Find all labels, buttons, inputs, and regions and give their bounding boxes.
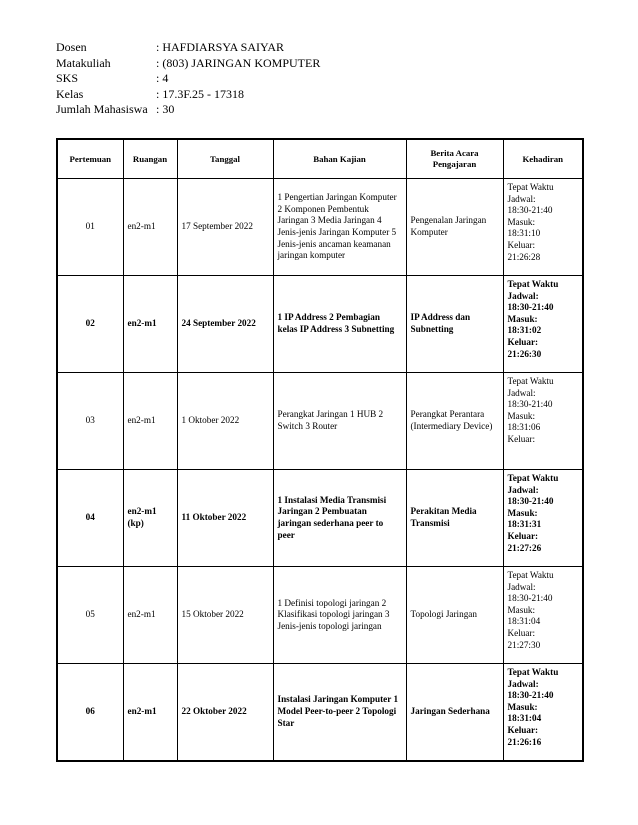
cell-ruangan: en2-m1 — [123, 179, 177, 276]
cell-kehadiran: Tepat Waktu Jadwal: 18:30-21:40 Masuk: 18:31:04 Keluar: 21:27:30 — [503, 567, 583, 664]
cell-kehadiran: Tepat Waktu Jadwal: 18:30-21:40 Masuk: 18:31:10 Keluar: 21:26:28 — [503, 179, 583, 276]
attendance-table — [56, 138, 584, 762]
cell-berita-acara: Perakitan Media Transmisi — [406, 470, 503, 567]
cell-ruangan: en2-m1 — [123, 276, 177, 373]
cell-bahan-kajian: 1 Definisi topologi jaringan 2 Klasifikasi topologi jaringan 3 Jenis-jenis topologi jaringan — [273, 567, 406, 664]
cell-bahan-kajian: 1 Instalasi Media Transmisi Jaringan 2 Pembuatan jaringan sederhana peer to peer — [273, 470, 406, 567]
cell-pertemuan: 05 — [57, 567, 123, 664]
cell-tanggal: 22 Oktober 2022 — [177, 664, 273, 761]
dosen-label: Dosen — [56, 40, 87, 54]
info-row-sks — [56, 71, 320, 87]
cell-pertemuan: 01 — [57, 179, 123, 276]
cell-tanggal: 17 September 2022 — [177, 179, 273, 276]
table-row — [57, 567, 583, 664]
cell-bahan-kajian: 1 Pengertian Jaringan Komputer 2 Komponen Pembentuk Jaringan 3 Media Jaringan 4 Jenis-jenis Jaringan Komputer 5 Jenis-jenis ancaman keamanan jaringan komputer — [273, 179, 406, 276]
matakuliah-value: : (803) JARINGAN KOMPUTER — [156, 55, 321, 70]
table-row — [57, 373, 583, 470]
cell-tanggal: 1 Oktober 2022 — [177, 373, 273, 470]
header-kehadiran: Kehadiran — [503, 139, 583, 179]
table-header-row — [57, 139, 583, 179]
header-berita-acara: Berita Acara Pengajaran — [406, 139, 503, 179]
cell-tanggal: 11 Oktober 2022 — [177, 470, 273, 567]
cell-berita-acara: Topologi Jaringan — [406, 567, 503, 664]
cell-pertemuan: 02 — [57, 276, 123, 373]
header-bahan-kajian: Bahan Kajian — [273, 139, 406, 179]
cell-bahan-kajian: Instalasi Jaringan Komputer 1 Model Peer-to-peer 2 Topologi Star — [273, 664, 406, 761]
table-row — [57, 664, 583, 761]
jumlah-label: Jumlah Mahasiswa — [56, 102, 148, 116]
kelas-value: : 17.3F.25 - 17318 — [156, 86, 245, 101]
jumlah-value: : 30 — [156, 102, 175, 116]
info-row-dosen — [56, 40, 320, 56]
info-row-kelas — [56, 87, 320, 103]
cell-pertemuan: 04 — [57, 470, 123, 567]
cell-bahan-kajian: Perangkat Jaringan 1 HUB 2 Switch 3 Router — [273, 373, 406, 470]
header-pertemuan: Pertemuan — [57, 139, 123, 179]
table-row — [57, 470, 583, 567]
matakuliah-label: Matakuliah — [56, 55, 111, 70]
cell-tanggal: 15 Oktober 2022 — [177, 567, 273, 664]
cell-ruangan: en2-m1 — [123, 664, 177, 761]
cell-berita-acara: Jaringan Sederhana — [406, 664, 503, 761]
sks-value: : 4 — [156, 71, 169, 85]
header-ruangan: Ruangan — [123, 139, 177, 179]
cell-kehadiran: Tepat Waktu Jadwal: 18:30-21:40 Masuk: 18:31:04 Keluar: 21:26:16 — [503, 664, 583, 761]
cell-ruangan: en2-m1 — [123, 567, 177, 664]
table-row — [57, 179, 583, 276]
cell-pertemuan: 06 — [57, 664, 123, 761]
cell-berita-acara: Perangkat Perantara (Intermediary Device) — [406, 373, 503, 470]
table-row — [57, 276, 583, 373]
info-row-matakuliah — [56, 56, 320, 72]
dosen-value: : HAFDIARSYA SAIYAR — [156, 40, 285, 54]
cell-tanggal: 24 September 2022 — [177, 276, 273, 373]
cell-pertemuan: 03 — [57, 373, 123, 470]
cell-kehadiran: Tepat Waktu Jadwal: 18:30-21:40 Masuk: 18:31:06 Keluar: — [503, 373, 583, 470]
cell-kehadiran: Tepat Waktu Jadwal: 18:30-21:40 Masuk: 18:31:31 Keluar: 21:27:26 — [503, 470, 583, 567]
course-info — [56, 40, 320, 118]
cell-kehadiran: Tepat Waktu Jadwal: 18:30-21:40 Masuk: 18:31:02 Keluar: 21:26:30 — [503, 276, 583, 373]
cell-berita-acara: Pengenalan Jaringan Komputer — [406, 179, 503, 276]
cell-ruangan: en2-m1 — [123, 373, 177, 470]
info-row-jumlah — [56, 102, 320, 118]
sks-label: SKS — [56, 71, 79, 85]
cell-berita-acara: IP Address dan Subnetting — [406, 276, 503, 373]
kelas-label: Kelas — [56, 86, 84, 101]
cell-bahan-kajian: 1 IP Address 2 Pembagian kelas IP Address 3 Subnetting — [273, 276, 406, 373]
header-tanggal: Tanggal — [177, 139, 273, 179]
cell-ruangan: en2-m1 (kp) — [123, 470, 177, 567]
